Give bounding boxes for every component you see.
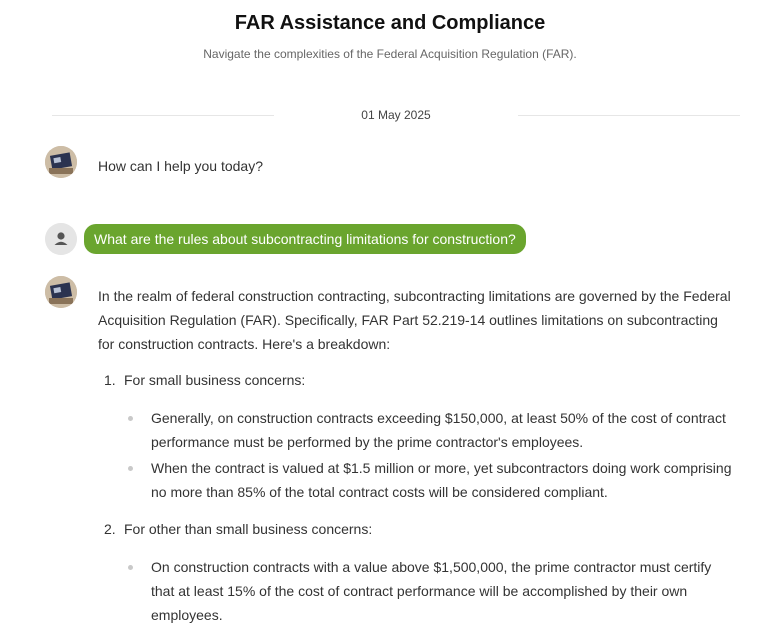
list-number: 2. [104,521,116,537]
user-avatar-icon [45,223,77,255]
response-intro: In the realm of federal construction contracting, subcontracting limitations are governed by the Federal Acquisition Regulation (FAR). Specifically, FAR Part 52.219-14 outlines limitations on subcontracting for construction contracts. Here's a breakdown: [98,288,731,352]
date-divider [0,108,780,124]
bullet-item [151,456,736,504]
page-title: FAR Assistance and Compliance [234,12,546,34]
date-label: 01 May 2025 [361,108,431,122]
assistant-greeting: How can I help you today? [98,158,263,174]
list-number: 1. [104,372,116,388]
bullet-text: Generally, on construction contracts exceeding $150,000, at least 50% of the cost of contract performance must be performed by the prime contractor's employees. [151,410,726,450]
bullet-dot [128,416,133,421]
bullet-item [151,406,736,454]
list-heading: For other than small business concerns: [124,521,373,537]
list-heading: For small business concerns: [124,372,306,388]
list-item [104,521,372,537]
bullet-text: When the contract is valued at $1.5 million or more, yet subcontractors doing work comprising no more than 85% of the total contract costs will be considered compliant. [151,460,732,500]
assistant-avatar-icon [45,276,77,308]
divider-line-left [52,115,274,116]
user-message-bubble: What are the rules about subcontracting limitations for construction? [84,224,526,254]
bullet-dot [128,466,133,471]
page-subtitle: Navigate the complexities of the Federal Acquisition Regulation (FAR). [203,47,577,61]
bullet-text: On construction contracts with a value above $1,500,000, the prime contractor must certify that at least 15% of the cost of contract performance will be accomplished by their own employees. [151,559,712,623]
bullet-dot [128,565,133,570]
assistant-response [98,284,738,356]
list-item [104,372,305,388]
bullet-item [151,555,736,627]
divider-line-right [518,115,740,116]
assistant-avatar-icon [45,146,77,178]
